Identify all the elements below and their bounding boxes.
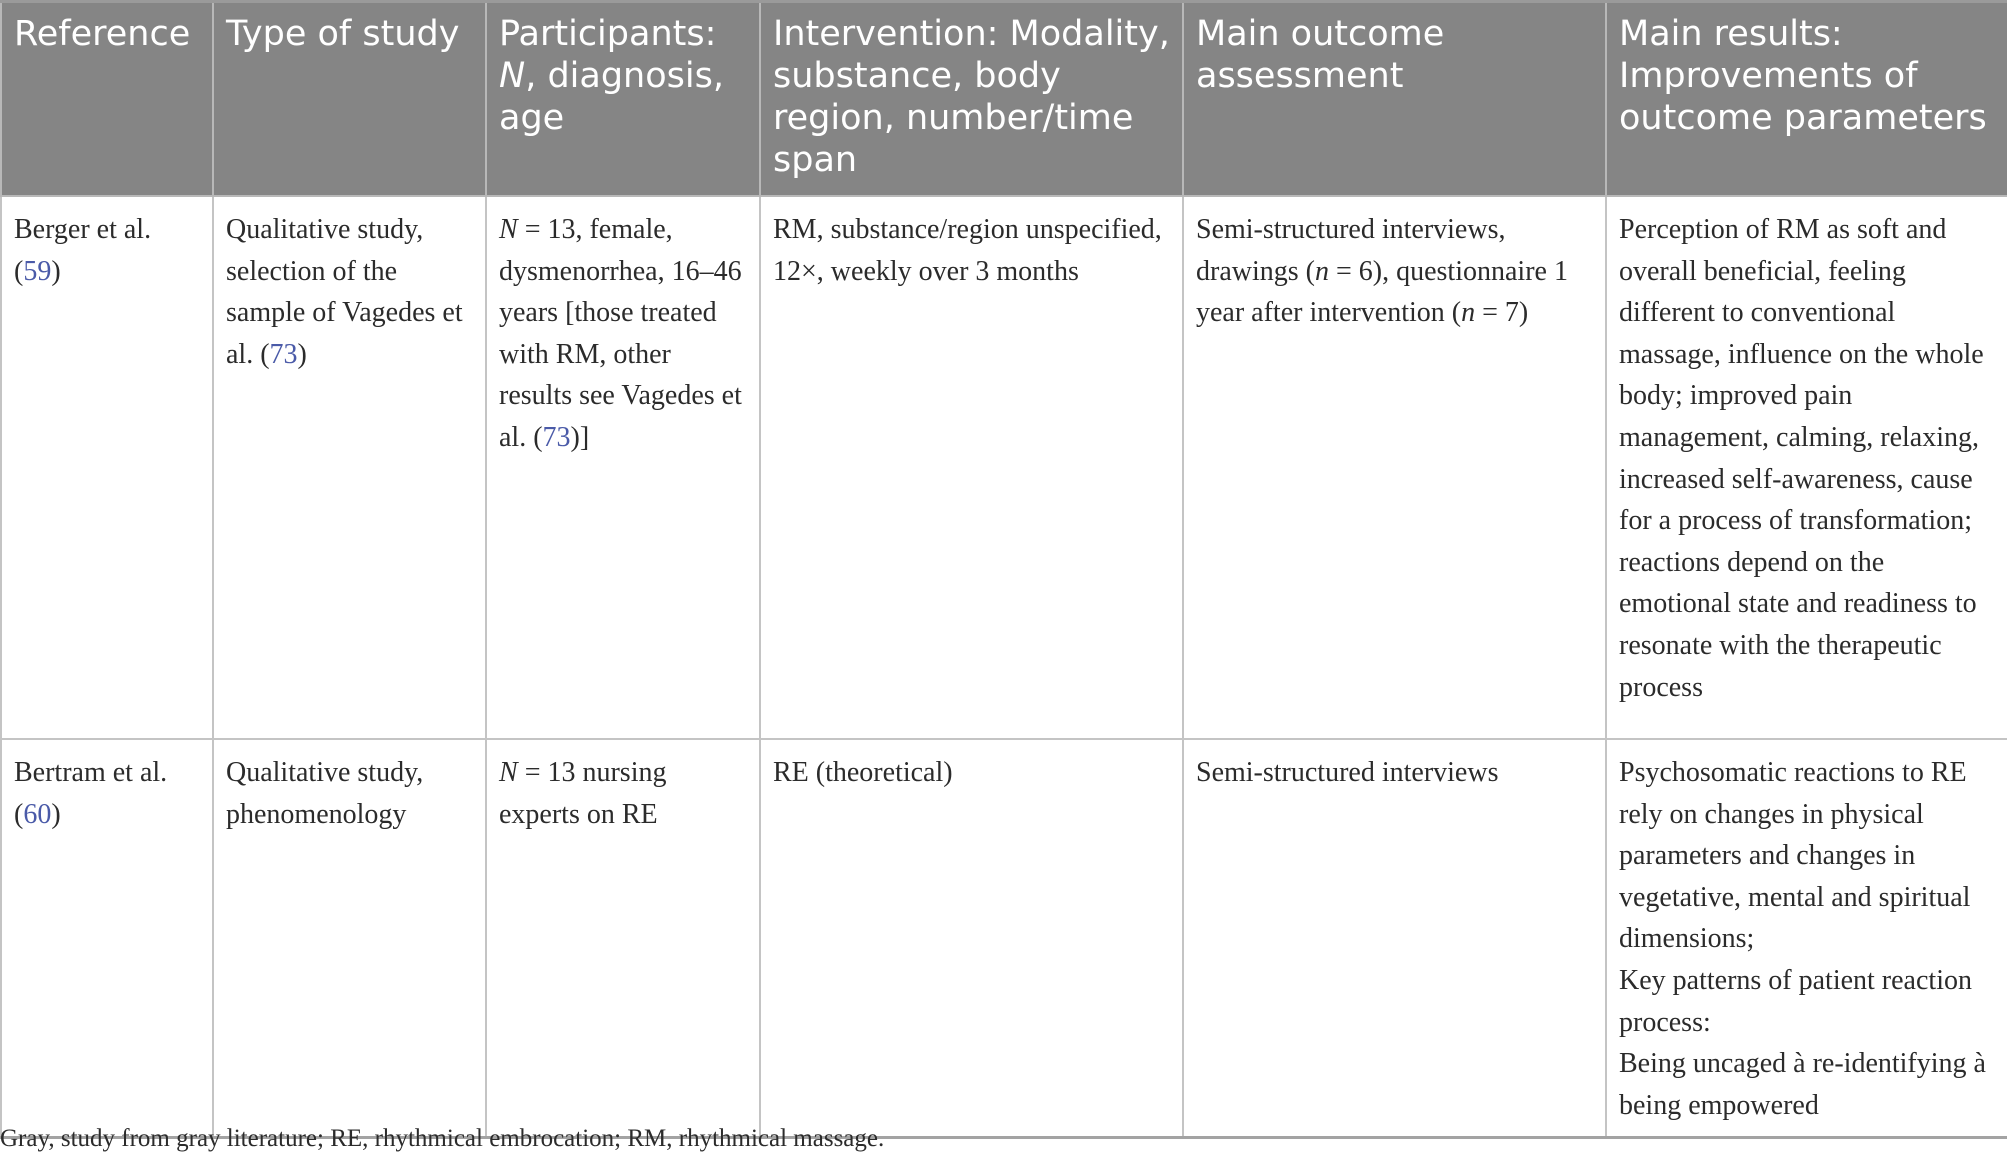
- results-line: Being uncaged à re-identifying à being empowered: [1619, 1048, 1986, 1121]
- table-header: [1, 2, 2007, 197]
- header-intervention-label: Intervention: Modality, substance, body region, number/time span: [773, 14, 1170, 180]
- intervention-text: RM, substance/region unspecified, 12×, weekly over 3 months: [773, 214, 1162, 287]
- header-participants-n: N: [499, 56, 526, 96]
- participants-text: = 13 nursing experts on RE: [499, 757, 667, 830]
- outcome-text: Semi-structured interviews, drawings (: [1196, 214, 1506, 287]
- cell-participants: [486, 739, 760, 1138]
- header-outcome-label: Main outcome assessment: [1196, 14, 1445, 96]
- bracket-close: )]: [570, 421, 590, 453]
- reference-author: Berger et al.: [14, 214, 152, 245]
- paren-close: ): [297, 338, 307, 370]
- header-reference-label: Reference: [14, 14, 191, 54]
- results-line: Psychosomatic reactions to RE rely on changes in physical parameters and changes in vegetative, mental and spiritual dimensions;: [1619, 757, 1971, 955]
- header-type-of-study: [213, 2, 486, 197]
- cell-type-of-study: [213, 739, 486, 1138]
- paren-open: (: [14, 798, 24, 830]
- reference-author: Bertram et al.: [14, 757, 168, 788]
- type-of-study-text: Qualitative study, selection of the sample of Vagedes et al. (: [226, 214, 463, 370]
- outcome-n-symbol: n: [1461, 297, 1476, 329]
- cell-intervention: [760, 739, 1183, 1138]
- cell-reference: [1, 196, 213, 739]
- header-participants-prefix: Participants:: [499, 14, 717, 54]
- header-results-label: Main results: Improvements of outcome parameters: [1619, 14, 1987, 138]
- outcome-text: = 7): [1475, 297, 1529, 329]
- header-row: [1, 2, 2007, 197]
- cell-participants: [486, 196, 760, 739]
- header-results: [1606, 2, 2007, 197]
- outcome-text: Semi-structured interviews: [1196, 757, 1499, 788]
- cell-intervention: [760, 196, 1183, 739]
- citation-link-73[interactable]: 73: [269, 338, 298, 370]
- results-line: Key patterns of patient reaction process:: [1619, 964, 1972, 1038]
- table-body: [1, 196, 2007, 1138]
- participants-text: = 13, female, dysmenorrhea, 16–46 years [those treated with RM, other results see Vagedes et al. (: [499, 214, 742, 453]
- participants-n-symbol: N: [499, 757, 518, 788]
- outcome-n-symbol: n: [1314, 255, 1329, 287]
- table-row: [1, 739, 2007, 1138]
- table-row: [1, 196, 2007, 739]
- intervention-text: RE (theoretical): [773, 757, 953, 788]
- participants-n-symbol: N: [499, 214, 518, 245]
- header-participants-suffix: , diagnosis, age: [499, 56, 724, 138]
- citation-link-73[interactable]: 73: [542, 421, 571, 453]
- cell-outcome: [1183, 196, 1606, 739]
- paren-close: ): [51, 255, 61, 287]
- table-footnote: Gray, study from gray literature; RE, rhythmical embrocation; RM, rhythmical massage.: [0, 1125, 885, 1152]
- header-intervention: [760, 2, 1183, 197]
- citation-link-59[interactable]: 59: [23, 255, 52, 287]
- cell-reference: [1, 739, 213, 1138]
- cell-results: [1606, 739, 2007, 1138]
- header-participants: [486, 2, 760, 197]
- header-outcome: [1183, 2, 1606, 197]
- header-type-label: Type of study: [226, 14, 460, 54]
- cell-outcome: [1183, 739, 1606, 1138]
- outcome-text: = 6), questionnaire 1 year after intervention (: [1196, 255, 1568, 329]
- paren-open: (: [14, 255, 24, 287]
- paren-close: ): [51, 798, 61, 830]
- cell-type-of-study: [213, 196, 486, 739]
- type-of-study-text: Qualitative study, phenomenology: [226, 757, 424, 830]
- citation-link-60[interactable]: 60: [23, 798, 52, 830]
- header-reference: [1, 2, 213, 197]
- cell-results: [1606, 196, 2007, 739]
- results-text: Perception of RM as soft and overall beneficial, feeling different to conventional massage, influence on the whole body; improved pain management, calming, relaxing, increased self-awareness, cause for a process of transformation; reactions depend on the emotional state and readiness to resonate with the therapeutic process: [1619, 214, 1984, 703]
